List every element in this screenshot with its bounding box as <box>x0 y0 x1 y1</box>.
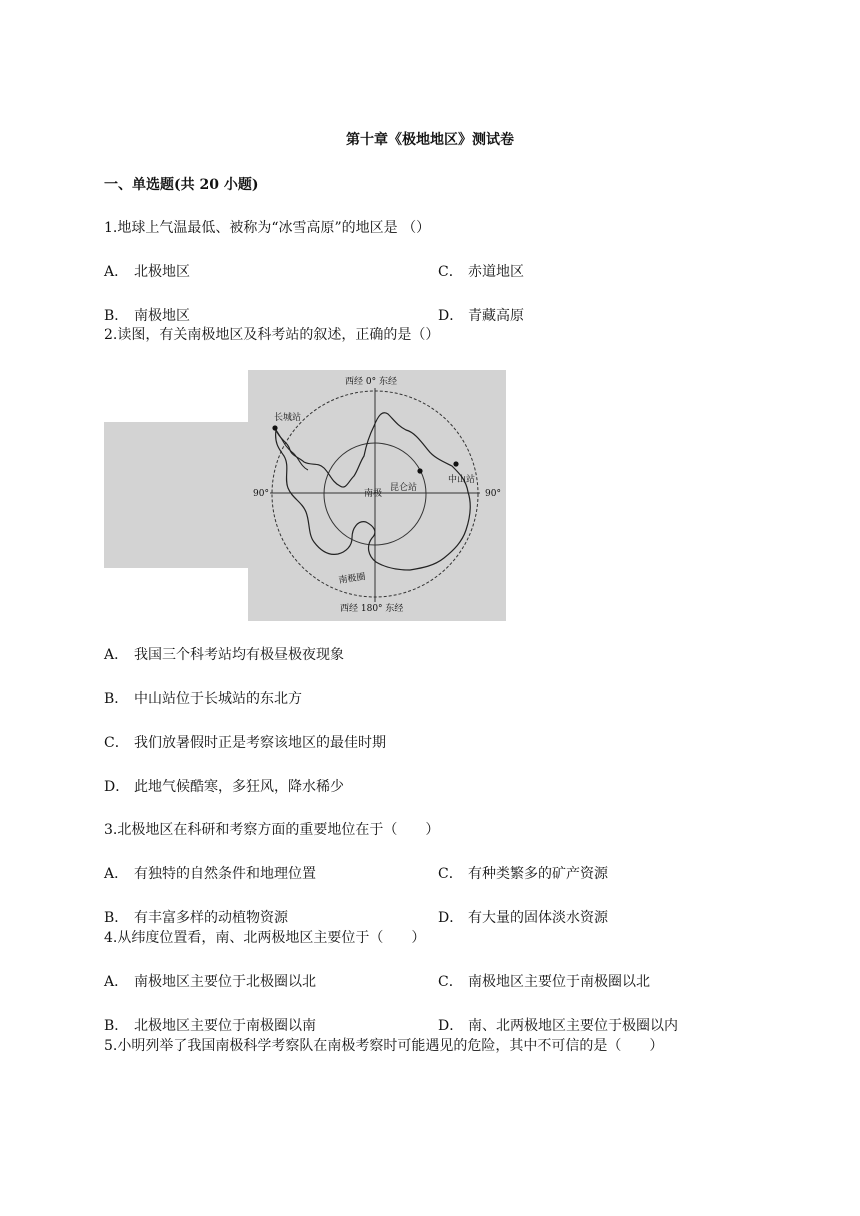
changcheng-station-label: 长城站 <box>274 413 302 423</box>
option-text: 南极地区 <box>134 308 190 324</box>
question-1-option-a[interactable] <box>104 263 190 281</box>
option-text: 有种类繁多的矿产资源 <box>468 866 608 882</box>
option-text: 有独特的自然条件和地理位置 <box>134 866 316 882</box>
question-2-option-d[interactable] <box>104 778 344 796</box>
figure-placeholder <box>104 422 249 568</box>
option-text: 青藏高原 <box>468 308 524 324</box>
option-letter: C． <box>104 735 129 751</box>
question-1-option-c[interactable] <box>438 263 524 281</box>
question-5-stem: 5.小明列举了我国南极科学考察队在南极考察时可能遇见的危险，其中不可信的是（ ） <box>104 1038 664 1054</box>
option-letter: D． <box>438 308 464 324</box>
option-letter: D． <box>438 1018 464 1034</box>
question-2-option-a[interactable] <box>104 646 344 664</box>
option-text: 我国三个科考站均有极昼极夜现象 <box>134 647 344 663</box>
option-text: 南极地区主要位于北极圈以北 <box>134 974 316 990</box>
option-text: 有大量的固体淡水资源 <box>468 910 608 926</box>
option-text: 此地气候酷寒，多狂风，降水稀少 <box>134 779 344 795</box>
option-letter: C． <box>438 264 463 280</box>
question-3-option-b[interactable] <box>104 909 288 927</box>
question-2-option-c[interactable] <box>104 734 386 752</box>
option-letter: D． <box>438 910 464 926</box>
map-right-label: 90° <box>485 489 501 499</box>
south-pole-label: 南极 <box>364 489 383 499</box>
map-left-label: 90° <box>253 489 269 499</box>
question-3-option-c[interactable] <box>438 865 608 883</box>
question-4-stem: 4.从纬度位置看，南、北两极地区主要位于（ ） <box>104 930 426 946</box>
option-text: 我们放暑假时正是考察该地区的最佳时期 <box>134 735 386 751</box>
map-bottom-label: 西经 180° 东经 <box>340 604 404 614</box>
option-letter: C． <box>438 866 463 882</box>
zhongshan-station-label: 中山站 <box>448 475 476 485</box>
option-letter: A． <box>104 974 129 990</box>
option-letter: B． <box>104 1018 129 1034</box>
question-4-option-b[interactable] <box>104 1017 316 1035</box>
option-text: 中山站位于长城站的东北方 <box>134 691 302 707</box>
peninsula-outline <box>276 430 308 470</box>
option-text: 赤道地区 <box>468 264 524 280</box>
option-text: 北极地区主要位于南极圈以南 <box>134 1018 316 1034</box>
antarctica-map-svg <box>248 370 506 621</box>
question-1-option-d[interactable] <box>438 307 524 325</box>
antarctic-circle-label: 南极圈 <box>338 572 367 586</box>
option-letter: B． <box>104 308 129 324</box>
option-letter: A． <box>104 866 129 882</box>
question-4-option-d[interactable] <box>438 1017 678 1035</box>
option-letter: B． <box>104 691 129 707</box>
option-letter: A． <box>104 264 129 280</box>
antarctica-map <box>248 370 506 621</box>
question-2-option-b[interactable] <box>104 690 302 708</box>
question-2-stem: 2.读图，有关南极地区及科考站的叙述，正确的是（） <box>104 327 440 343</box>
option-text: 有丰富多样的动植物资源 <box>134 910 288 926</box>
option-text: 南、北两极地区主要位于极圈以内 <box>468 1018 678 1034</box>
option-text: 南极地区主要位于南极圈以北 <box>468 974 650 990</box>
option-letter: A． <box>104 647 129 663</box>
question-4-option-c[interactable] <box>438 973 650 991</box>
question-1-stem: 1.地球上气温最低、被称为“冰雪高原”的地区是 （） <box>104 220 431 236</box>
question-4-option-a[interactable] <box>104 973 316 991</box>
section-heading: 一、单选题(共 20 小题) <box>104 177 259 193</box>
page-title: 第十章《极地地区》测试卷 <box>346 132 514 148</box>
zhongshan-station-dot <box>453 461 458 466</box>
kunlun-station-label: 昆仑站 <box>390 483 418 493</box>
question-1-option-b[interactable] <box>104 307 190 325</box>
kunlun-station-dot <box>417 468 422 473</box>
question-3-option-a[interactable] <box>104 865 316 883</box>
option-text: 北极地区 <box>134 264 190 280</box>
option-letter: D． <box>104 779 130 795</box>
option-letter: C． <box>438 974 463 990</box>
changcheng-station-dot <box>272 425 277 430</box>
question-3-option-d[interactable] <box>438 909 608 927</box>
map-top-label: 西经 0° 东经 <box>345 377 397 387</box>
option-letter: B． <box>104 910 129 926</box>
question-3-stem: 3.北极地区在科研和考察方面的重要地位在于（ ） <box>104 822 440 838</box>
